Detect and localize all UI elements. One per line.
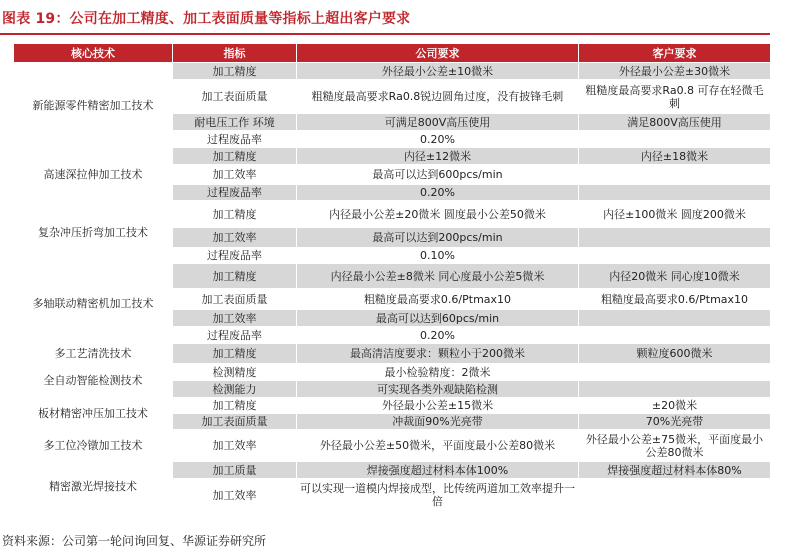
company-cell: 内径最小公差±20微米 圆度最小公差50微米	[297, 201, 579, 228]
metric-cell: 加工精度	[173, 264, 297, 289]
customer-cell: 满足800V高压使用	[579, 114, 771, 131]
figure-title: 图表 19：公司在加工精度、加工表面质量等指标上超出客户要求	[2, 11, 411, 27]
customer-cell	[579, 228, 771, 248]
metric-cell: 加工精度	[173, 148, 297, 165]
company-cell: 可满足800V高压使用	[297, 114, 579, 131]
table-row	[14, 364, 771, 381]
header-customer-req: 客户要求	[579, 44, 771, 63]
company-cell: 外径最小公差±15微米	[297, 398, 579, 414]
company-cell: 冲裁面90%光亮带	[297, 414, 579, 430]
metric-cell: 耐电压工作 环境	[173, 114, 297, 131]
company-cell: 0.20%	[297, 185, 579, 201]
header-metric: 指标	[173, 44, 297, 63]
customer-cell: 内径20微米 同心度10微米	[579, 264, 771, 289]
customer-cell: 70%光亮带	[579, 414, 771, 430]
tech-cell: 精密激光焊接技术	[14, 462, 173, 512]
tech-cell: 全自动智能检测技术	[14, 364, 173, 398]
table-row	[14, 398, 771, 414]
table-row	[14, 201, 771, 228]
customer-cell	[579, 310, 771, 327]
customer-cell: 焊接强度超过材料本体80%	[579, 462, 771, 479]
table-row	[14, 430, 771, 462]
metric-cell: 加工表面质量	[173, 414, 297, 430]
company-cell: 最高可以达到200pcs/min	[297, 228, 579, 248]
metric-cell: 加工效率	[173, 310, 297, 327]
customer-cell	[579, 185, 771, 201]
company-cell: 外径最小公差±50微米，平面度最小公差80微米	[297, 430, 579, 462]
company-cell: 最高清洁度要求：颗粒小于200微米	[297, 344, 579, 364]
customer-cell: 粗糙度最高要求Ra0.8 可存在轻微毛刺	[579, 80, 771, 114]
tech-cell: 多轴联动精密机加工技术	[14, 264, 173, 344]
metric-cell: 过程废品率	[173, 327, 297, 344]
customer-cell: 粗糙度最高要求0.6/Ptmax10	[579, 289, 771, 310]
metric-cell: 加工质量	[173, 462, 297, 479]
customer-cell	[579, 248, 771, 264]
customer-cell	[579, 165, 771, 185]
metric-cell: 加工精度	[173, 201, 297, 228]
source-note: 资料来源：公司第一轮问询回复、华源证券研究所	[2, 534, 267, 548]
company-cell: 最高可以达到60pcs/min	[297, 310, 579, 327]
table-row	[14, 462, 771, 479]
customer-cell	[579, 364, 771, 381]
company-cell: 内径最小公差±8微米 同心度最小公差5微米	[297, 264, 579, 289]
company-cell: 内径±12微米	[297, 148, 579, 165]
company-cell: 0.20%	[297, 131, 579, 148]
customer-cell: 内径±100微米 圆度200微米	[579, 201, 771, 228]
table-row	[14, 63, 771, 80]
header-company-req: 公司要求	[297, 44, 579, 63]
customer-cell: ±20微米	[579, 398, 771, 414]
metric-cell: 加工表面质量	[173, 289, 297, 310]
customer-cell: 外径最小公差±75微米，平面度最小公差80微米	[579, 430, 771, 462]
customer-cell: 颗粒度600微米	[579, 344, 771, 364]
metric-cell: 加工精度	[173, 344, 297, 364]
company-cell: 0.10%	[297, 248, 579, 264]
customer-cell	[579, 327, 771, 344]
company-cell: 最小检验精度：2微米	[297, 364, 579, 381]
company-cell: 焊接强度超过材料本体100%	[297, 462, 579, 479]
table-row	[14, 264, 771, 289]
company-cell: 0.20%	[297, 327, 579, 344]
customer-cell	[579, 131, 771, 148]
metric-cell: 加工效率	[173, 479, 297, 512]
company-cell: 外径最小公差±10微米	[297, 63, 579, 80]
header-core-tech: 核心技术	[14, 44, 173, 63]
requirements-table	[13, 43, 771, 512]
metric-cell: 加工精度	[173, 398, 297, 414]
metric-cell: 检测精度	[173, 364, 297, 381]
metric-cell: 加工精度	[173, 63, 297, 80]
metric-cell: 过程废品率	[173, 248, 297, 264]
tech-cell: 新能源零件精密加工技术	[14, 63, 173, 148]
customer-cell: 内径±18微米	[579, 148, 771, 165]
metric-cell: 加工表面质量	[173, 80, 297, 114]
metric-cell: 过程废品率	[173, 131, 297, 148]
company-cell: 可实现各类外观缺陷检测	[297, 381, 579, 398]
customer-cell	[579, 479, 771, 512]
company-cell: 最高可以达到600pcs/min	[297, 165, 579, 185]
tech-cell: 高速深拉伸加工技术	[14, 148, 173, 201]
customer-cell: 外径最小公差±30微米	[579, 63, 771, 80]
company-cell: 粗糙度最高要求Ra0.8锐边圆角过度，没有披锋毛刺	[297, 80, 579, 114]
customer-cell	[579, 381, 771, 398]
company-cell: 可以实现一道模内焊接成型，比传统两道加工效率提升一倍	[297, 479, 579, 512]
tech-cell: 板材精密冲压加工技术	[14, 398, 173, 430]
metric-cell: 加工效率	[173, 228, 297, 248]
metric-cell: 检测能力	[173, 381, 297, 398]
metric-cell: 加工效率	[173, 165, 297, 185]
company-cell: 粗糙度最高要求0.6/Ptmax10	[297, 289, 579, 310]
table-row	[14, 344, 771, 364]
title-divider	[0, 33, 770, 35]
tech-cell: 多工艺清洗技术	[14, 344, 173, 364]
table-row	[14, 148, 771, 165]
tech-cell: 复杂冲压折弯加工技术	[14, 201, 173, 264]
metric-cell: 加工效率	[173, 430, 297, 462]
metric-cell: 过程废品率	[173, 185, 297, 201]
header-row	[14, 44, 771, 63]
tech-cell: 多工位冷镦加工技术	[14, 430, 173, 462]
